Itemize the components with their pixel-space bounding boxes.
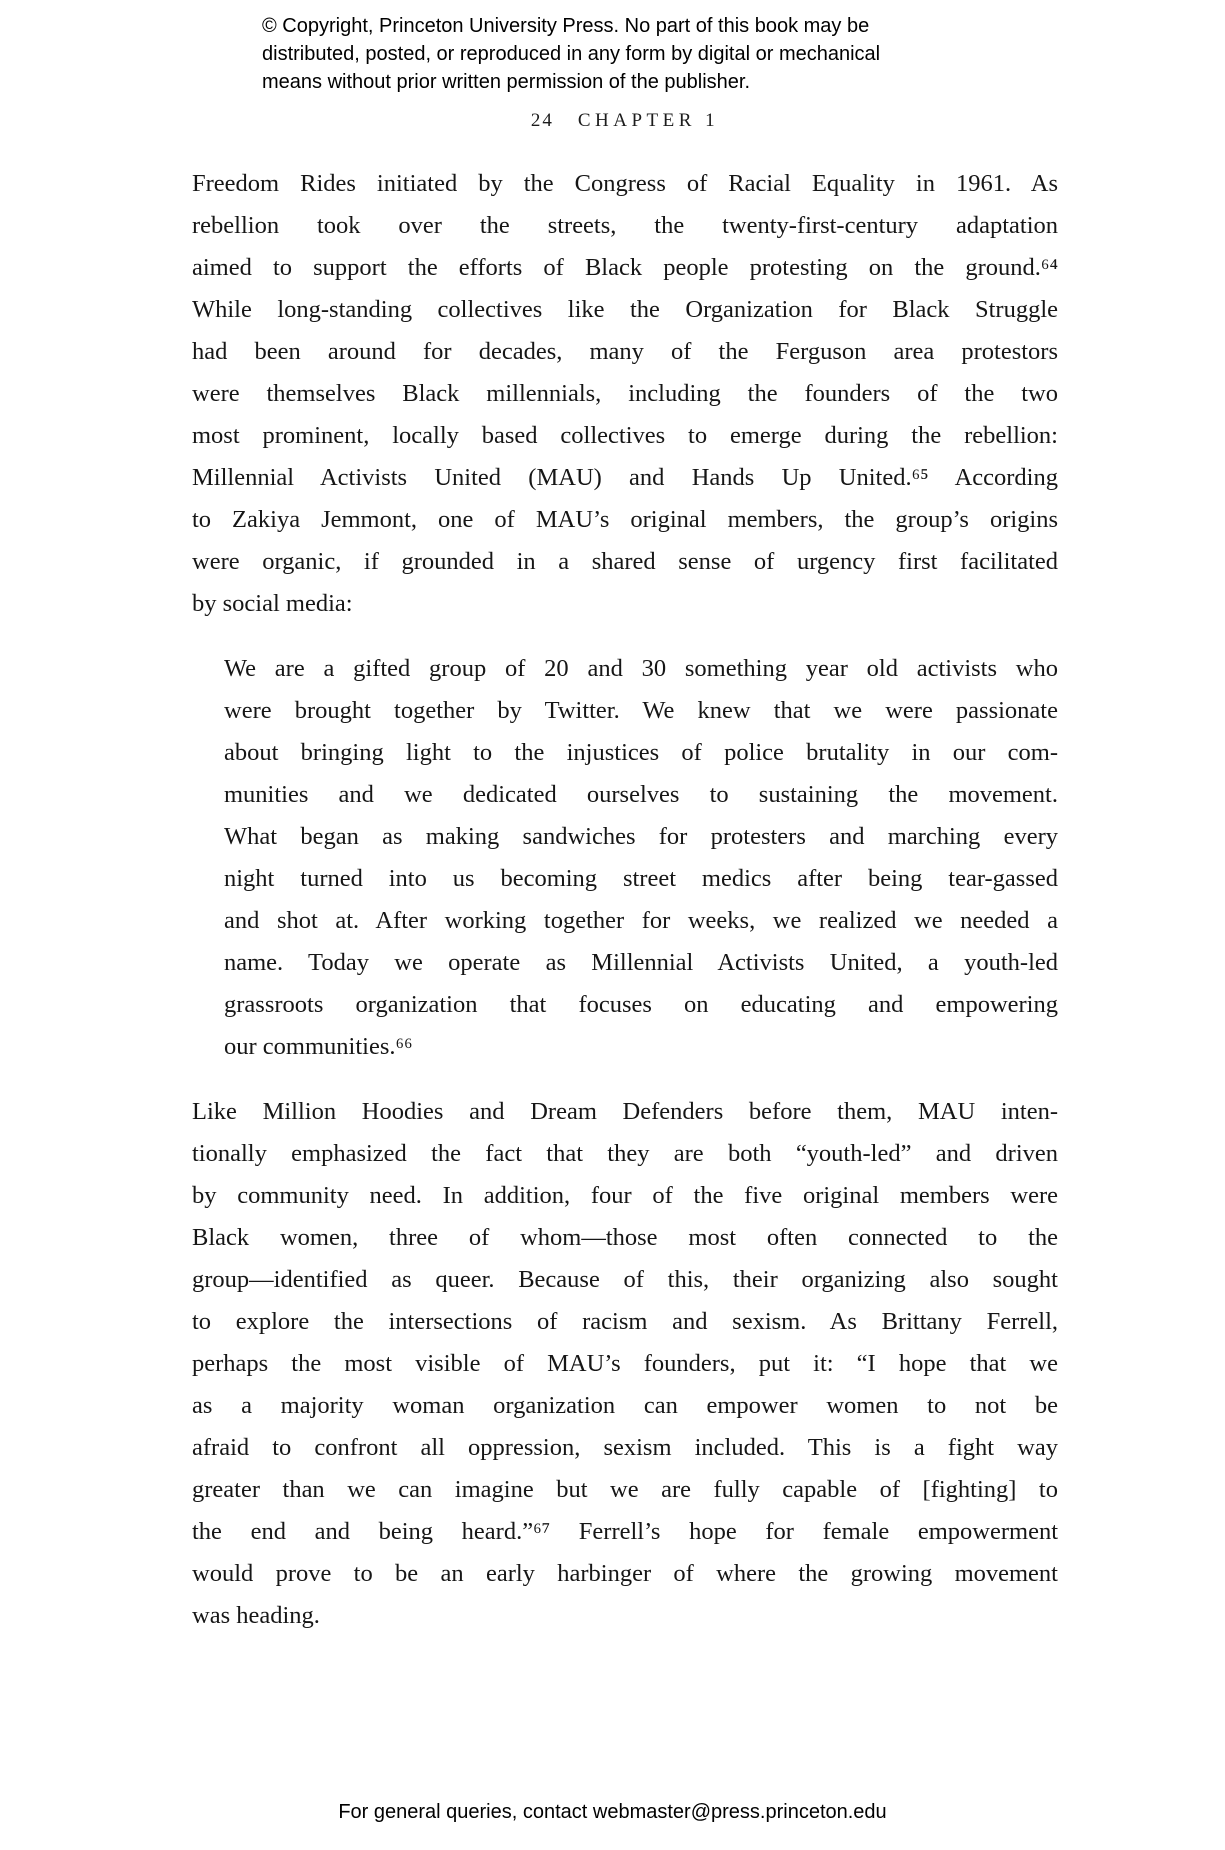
text-line: © Copyright, Princeton University Press. No part of this book may be — [262, 15, 870, 37]
text-line: name. Today we operate as Millennial Activists United, a youth-led — [224, 949, 1058, 976]
text-line: night turned into us becoming street medics after being tear-gassed — [224, 865, 1058, 892]
text-line: afraid to confront all oppression, sexism included. This is a fight way — [192, 1434, 1058, 1461]
text-line: While long-standing collectives like the Organization for Black Struggle — [192, 296, 1058, 323]
paragraph-2 — [192, 1091, 1058, 1637]
text-line: distributed, posted, or reproduced in any form by digital or mechanical — [262, 43, 881, 65]
text-line: aimed to support the efforts of Black people protesting on the ground.⁶⁴ — [192, 254, 1058, 281]
text-line: group—identified as queer. Because of this, their organizing also sought — [192, 1266, 1058, 1293]
text-line: would prove to be an early harbinger of where the growing movement — [192, 1560, 1058, 1587]
text-line: by social media: — [192, 590, 353, 617]
footer-contact: For general queries, contact webmaster@press.princeton.edu — [338, 1801, 887, 1823]
text-line: about bringing light to the injustices of police brutality in our com- — [224, 739, 1058, 766]
text-line: tionally emphasized the fact that they are both “youth-led” and driven — [192, 1140, 1058, 1167]
body-text — [192, 163, 1058, 1637]
paragraph-1 — [192, 163, 1058, 625]
text-line: to explore the intersections of racism and sexism. As Brittany Ferrell, — [192, 1308, 1058, 1335]
chapter-label: CHAPTER 1 — [577, 110, 720, 131]
text-line: were brought together by Twitter. We knew that we were passionate — [224, 697, 1058, 724]
text-line: Black women, three of whom—those most often connected to the — [192, 1224, 1058, 1251]
text-line: were themselves Black millennials, including the founders of the two — [192, 380, 1058, 407]
text-line: Freedom Rides initiated by the Congress of Racial Equality in 1961. As — [192, 170, 1058, 197]
text-line: to Zakiya Jemmont, one of MAU’s original members, the group’s origins — [192, 506, 1058, 533]
text-line: had been around for decades, many of the Ferguson area protestors — [192, 338, 1058, 365]
running-header — [192, 110, 1058, 132]
text-line: the end and being heard.”⁶⁷ Ferrell’s hope for female empowerment — [192, 1518, 1058, 1545]
text-line: most prominent, locally based collectives to emerge during the rebellion: — [192, 422, 1058, 449]
text-line: our communities.⁶⁶ — [224, 1033, 413, 1060]
text-line: as a majority woman organization can empower women to not be — [192, 1392, 1058, 1419]
text-line: means without prior written permission of the publisher. — [262, 71, 751, 93]
text-line: rebellion took over the streets, the twenty-first-century adaptation — [192, 212, 1058, 239]
text-line: greater than we can imagine but we are fully capable of [fighting] to — [192, 1476, 1058, 1503]
text-line: perhaps the most visible of MAU’s founders, put it: “I hope that we — [192, 1350, 1058, 1377]
text-line: grassroots organization that focuses on educating and empowering — [224, 991, 1058, 1018]
text-line: were organic, if grounded in a shared sense of urgency first facilitated — [192, 548, 1058, 575]
text-line: Like Million Hoodies and Dream Defenders before them, MAU inten- — [192, 1098, 1058, 1125]
text-line: by community need. In addition, four of the five original members were — [192, 1182, 1058, 1209]
text-line: and shot at. After working together for weeks, we realized we needed a — [224, 907, 1058, 934]
text-line: Millennial Activists United (MAU) and Hands Up United.⁶⁵ According — [192, 464, 1058, 491]
text-line: munities and we dedicated ourselves to sustaining the movement. — [224, 781, 1058, 808]
page-number: 24 — [530, 110, 554, 131]
block-quote — [224, 648, 1058, 1068]
text-line: What began as making sandwiches for protesters and marching every — [224, 823, 1058, 850]
text-line: was heading. — [192, 1602, 320, 1629]
text-line: We are a gifted group of 20 and 30 something year old activists who — [224, 655, 1058, 682]
copyright-notice — [262, 12, 1022, 96]
